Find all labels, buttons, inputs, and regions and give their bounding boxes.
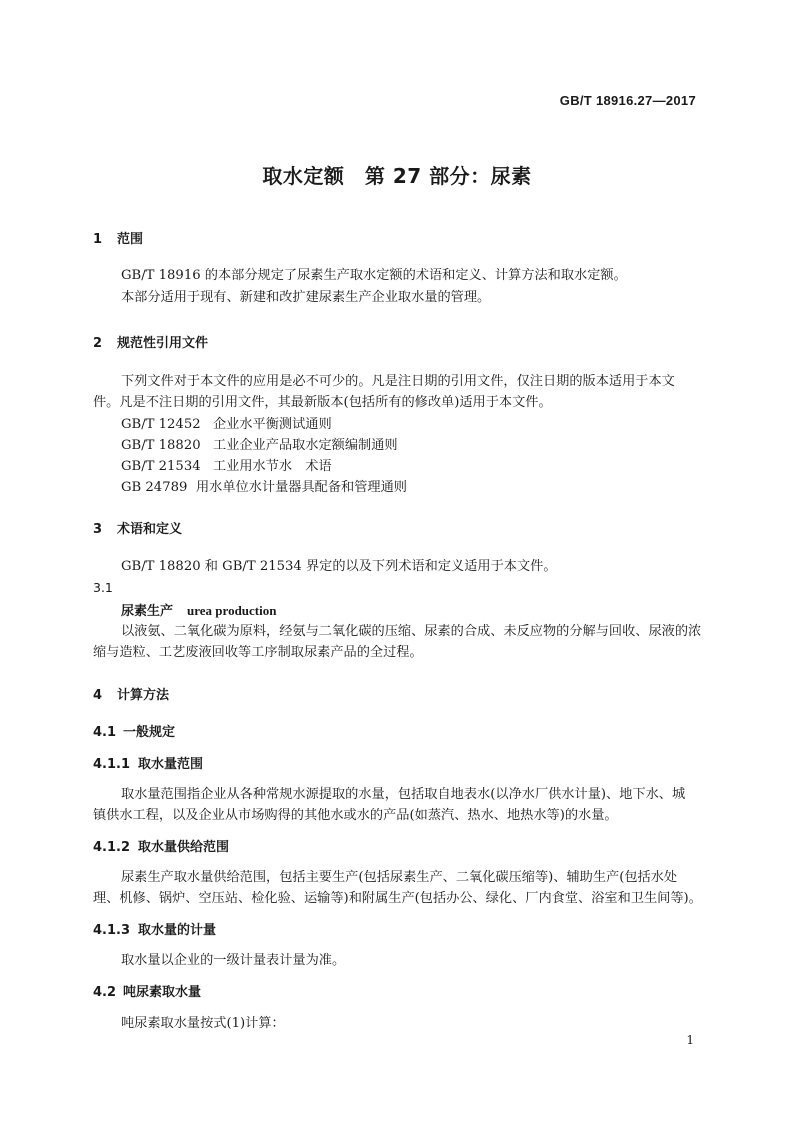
section-title: 术语和定义 (117, 522, 183, 537)
reference-title: 工业用水节水 术语 (213, 459, 332, 474)
section-title: 范围 (117, 232, 144, 247)
section-number: 3 (93, 522, 103, 537)
reference-item (121, 455, 332, 474)
paragraph: 本部分适用于现有、新建和改扩建尿素生产企业取水量的管理。 (121, 290, 491, 305)
paragraph: 取水量范围指企业从各种常规水源提取的水量，包括取自地表水(以净水厂供水计量)、地下水、城 (121, 787, 686, 802)
section-number: 4.2 (93, 985, 117, 1000)
section-3-heading (93, 518, 182, 537)
subsection-4-1-3-heading (93, 919, 216, 938)
document-title: 取水定额 第 27 部分：尿素 (262, 164, 532, 188)
subsection-4-1-heading (93, 721, 175, 740)
section-title: 规范性引用文件 (117, 336, 209, 351)
section-title: 取水量的计量 (138, 923, 217, 938)
paragraph: 吨尿素取水量按式(1)计算： (121, 1016, 285, 1031)
section-number: 1 (93, 232, 103, 247)
section-title: 取水量供给范围 (138, 840, 230, 855)
reference-code: GB 24789 (121, 480, 188, 495)
paragraph: 以液氨、二氧化碳为原料，经氨与二氧化碳的压缩、尿素的合成、未反应物的分解与回收、尿液的浓 (121, 624, 702, 639)
section-1-heading (93, 228, 143, 247)
section-title: 取水量范围 (138, 757, 204, 772)
paragraph: 理、机修、锅炉、空压站、检化验、运输等)和附属生产(包括办公、绿化、厂内食堂、浴室和卫生间等)。 (93, 891, 702, 906)
reference-item (121, 413, 332, 432)
subsection-4-1-1-heading (93, 753, 203, 772)
paragraph: 下列文件对于本文件的应用是必不可少的。凡是注日期的引用文件，仅注日期的版本适用于本文 (121, 374, 675, 389)
section-title: 一般规定 (123, 725, 176, 740)
section-number: 4 (93, 688, 103, 703)
reference-code: GB/T 21534 (121, 459, 201, 474)
reference-code: GB/T 18820 (121, 438, 201, 453)
section-number: 4.1.1 (93, 757, 131, 772)
paragraph: 取水量以企业的一级计量表计量为准。 (121, 953, 346, 968)
paragraph: GB/T 18820 和 GB/T 21534 界定的以及下列术语和定义适用于本文件。 (121, 559, 557, 574)
paragraph: 镇供水工程，以及企业从市场购得的其他水或水的产品(如蒸汽、热水、地热水等)的水量。 (93, 808, 618, 823)
section-4-heading (93, 684, 169, 703)
section-2-heading (93, 332, 208, 351)
section-title: 吨尿素取水量 (123, 985, 202, 1000)
reference-title: 企业水平衡测试通则 (213, 417, 332, 432)
term-chinese: 尿素生产 (121, 604, 174, 619)
section-number: 4.1 (93, 725, 117, 740)
standard-code: GB/T 18916.27—2017 (559, 93, 696, 108)
paragraph: 缩与造粒、工艺废液回收等工序制取尿素产品的全过程。 (93, 645, 423, 660)
term-entry (121, 600, 276, 619)
subsection-4-1-2-heading (93, 836, 229, 855)
section-number: 2 (93, 336, 103, 351)
reference-item (121, 476, 407, 495)
section-number: 4.1.2 (93, 840, 131, 855)
term-number: 3.1 (93, 580, 113, 595)
reference-code: GB/T 12452 (121, 417, 201, 432)
reference-item (121, 434, 398, 453)
subsection-4-2-heading (93, 981, 201, 1000)
section-title: 计算方法 (117, 688, 170, 703)
paragraph: 尿素生产取水量供给范围，包括主要生产(包括尿素生产、二氧化碳压缩等)、辅助生产(包括水处 (121, 870, 678, 885)
section-number: 4.1.3 (93, 923, 131, 938)
term-english: urea production (187, 603, 277, 618)
reference-title: 工业企业产品取水定额编制通则 (213, 438, 398, 453)
paragraph: GB/T 18916 的本部分规定了尿素生产取水定额的术语和定义、计算方法和取水定额。 (121, 268, 627, 283)
reference-title: 用水单位水计量器具配备和管理通则 (196, 480, 407, 495)
paragraph: 件。凡是不注日期的引用文件，其最新版本(包括所有的修改单)适用于本文件。 (93, 395, 552, 410)
page-number: 1 (686, 1033, 694, 1047)
